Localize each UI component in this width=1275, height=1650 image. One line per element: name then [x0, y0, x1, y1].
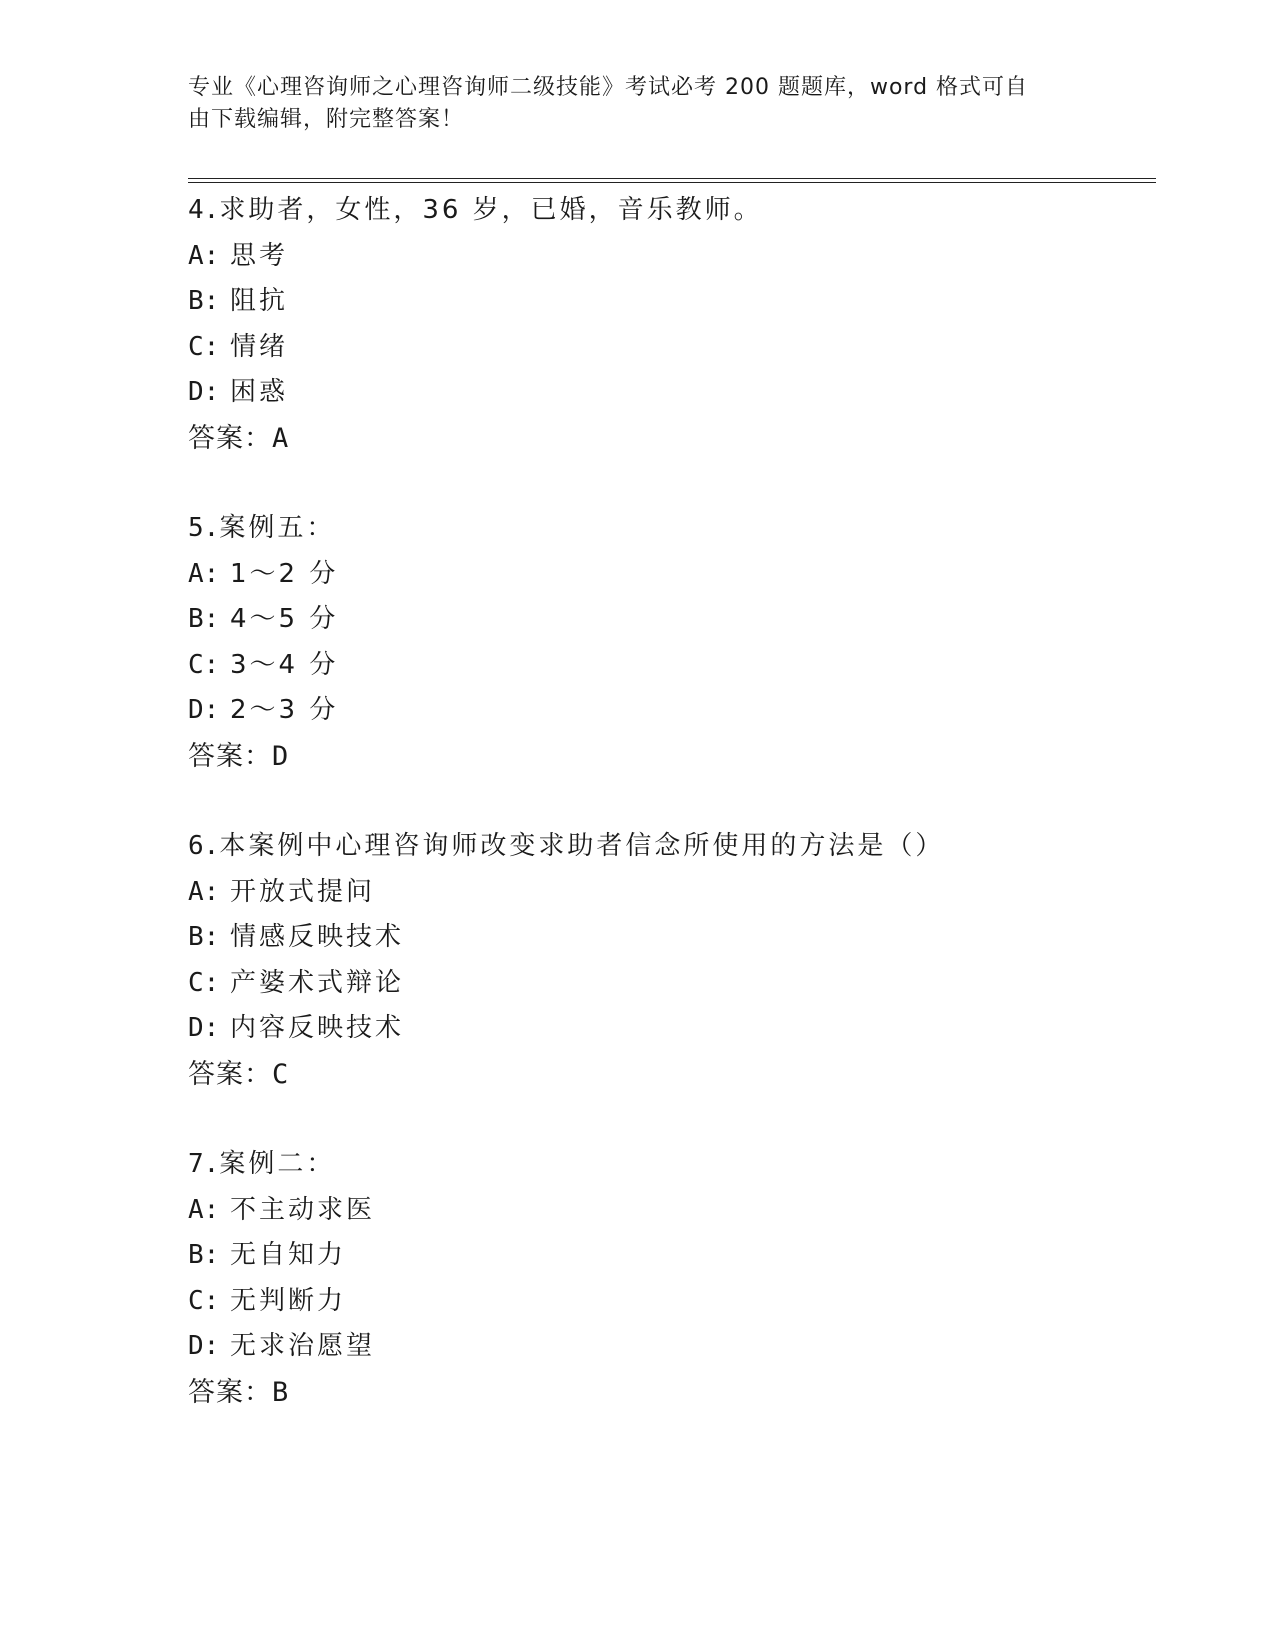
option-text: 2～3 分	[230, 695, 339, 725]
question-title	[188, 506, 1148, 552]
option-letter: D:	[188, 377, 220, 407]
header-divider-top	[188, 178, 1156, 179]
option-text: 情绪	[230, 331, 289, 362]
option-letter: B:	[188, 604, 220, 634]
question-number: 4.	[188, 195, 220, 225]
answer-value: C	[272, 1058, 290, 1090]
answer-label: 答案：	[188, 422, 272, 454]
option-text: 情感反映技术	[230, 922, 405, 952]
option-letter: B:	[188, 922, 220, 952]
option-a	[188, 234, 1148, 280]
question-number: 7.	[188, 1149, 220, 1179]
option-letter: C:	[188, 331, 220, 362]
option-letter: B:	[188, 286, 220, 316]
option-text: 开放式提问	[230, 876, 376, 907]
option-text: 困惑	[230, 377, 289, 407]
option-c	[188, 961, 1148, 1007]
header-line-1: 专业《心理咨询师之心理咨询师二级技能》考试必考 200 题题库，word 格式可自	[188, 75, 1029, 100]
option-letter: D:	[188, 1013, 220, 1043]
option-c	[188, 1279, 1148, 1325]
option-d	[188, 688, 1148, 734]
option-text: 阻抗	[230, 286, 289, 316]
question-text: 求助者，女性，36 岁，已婚，音乐教师。	[219, 195, 763, 225]
question-text: 本案例中心理咨询师改变求助者信念所使用的方法是（）	[219, 831, 945, 861]
option-letter: D:	[188, 1331, 220, 1361]
question-title	[188, 824, 1148, 870]
document-header	[188, 72, 1078, 136]
answer-line	[188, 1370, 1148, 1416]
option-text: 3～4 分	[230, 649, 339, 680]
option-text: 4～5 分	[230, 604, 339, 634]
option-letter: A:	[188, 876, 220, 907]
question-text: 案例二：	[219, 1149, 336, 1179]
option-letter: C:	[188, 967, 220, 998]
answer-line	[188, 416, 1148, 462]
option-letter: A:	[188, 558, 220, 589]
option-b	[188, 1233, 1148, 1279]
answer-label: 答案：	[188, 1376, 272, 1408]
question-number: 5.	[188, 513, 220, 543]
option-a	[188, 552, 1148, 598]
option-letter: C:	[188, 649, 220, 680]
answer-value: D	[272, 740, 290, 772]
answer-line	[188, 734, 1148, 780]
question-block	[188, 506, 1148, 779]
option-b	[188, 597, 1148, 643]
question-title	[188, 188, 1148, 234]
option-text: 不主动求医	[230, 1194, 376, 1225]
option-letter: B:	[188, 1240, 220, 1270]
answer-value: A	[272, 422, 290, 454]
option-text: 产婆术式辩论	[230, 967, 405, 998]
option-text: 思考	[230, 240, 289, 271]
option-b	[188, 915, 1148, 961]
answer-value: B	[272, 1376, 290, 1408]
option-text: 无求治愿望	[230, 1331, 376, 1361]
question-block	[188, 1142, 1148, 1415]
option-a	[188, 870, 1148, 916]
option-c	[188, 325, 1148, 371]
option-a	[188, 1188, 1148, 1234]
option-text: 无判断力	[230, 1285, 347, 1316]
option-text: 无自知力	[230, 1240, 347, 1270]
question-number: 6.	[188, 831, 220, 861]
question-block	[188, 824, 1148, 1097]
option-d	[188, 1324, 1148, 1370]
option-text: 内容反映技术	[230, 1013, 405, 1043]
option-letter: A:	[188, 1194, 220, 1225]
option-d	[188, 370, 1148, 416]
answer-line	[188, 1052, 1148, 1098]
header-line-2: 由下载编辑，附完整答案！	[188, 107, 465, 132]
answer-label: 答案：	[188, 1058, 272, 1090]
question-block	[188, 188, 1148, 461]
option-letter: D:	[188, 695, 220, 725]
header-divider-bottom	[188, 182, 1156, 183]
option-d	[188, 1006, 1148, 1052]
option-letter: C:	[188, 1285, 220, 1316]
option-c	[188, 643, 1148, 689]
option-b	[188, 279, 1148, 325]
option-text: 1～2 分	[230, 558, 339, 589]
option-letter: A:	[188, 240, 220, 271]
question-title	[188, 1142, 1148, 1188]
answer-label: 答案：	[188, 740, 272, 772]
question-text: 案例五：	[219, 513, 336, 543]
